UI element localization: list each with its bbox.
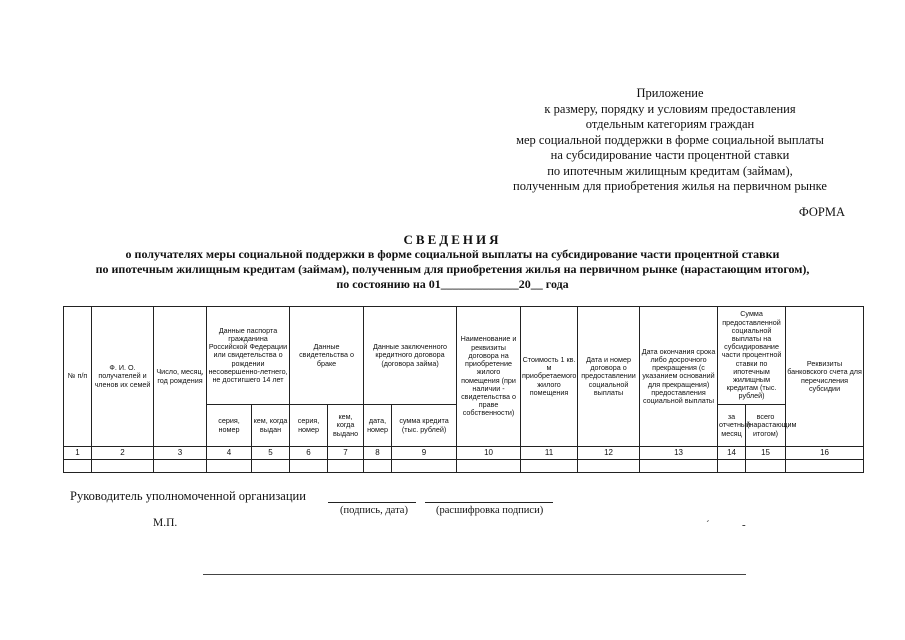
column-number: 13 [640, 447, 718, 460]
stamp-label: М.П. [153, 517, 178, 529]
scan-bottom-line [203, 574, 746, 575]
header-housing: Наименование и реквизиты договора на приобретение жилого помещения (при наличии - свидетельства о праве собственности) [457, 307, 521, 447]
subheader-series: серия, номер [207, 405, 252, 447]
table-cell[interactable] [92, 460, 154, 473]
subheader-issued: кем, когда выдан [252, 405, 290, 447]
table-cell[interactable] [392, 460, 457, 473]
table-cell[interactable] [457, 460, 521, 473]
subheader-total: всего (нарастающим итогом) [746, 405, 786, 447]
header-sum: Сумма предоставленной социальной выплаты на субсидирование части процентной ставки по ипотечным жилищным кредитам (тыс. рублей) [718, 307, 786, 405]
table-cell[interactable] [252, 460, 290, 473]
signature-caption: (подпись, дата) [340, 505, 408, 516]
signature-line[interactable] [328, 502, 416, 503]
table-cell[interactable] [718, 460, 746, 473]
table-cell[interactable] [786, 460, 864, 473]
decode-line[interactable] [425, 502, 553, 503]
form-label: ФОРМА [798, 205, 845, 219]
appendix-line: к размеру, порядку и условиям предоставления [544, 101, 796, 116]
column-number: 9 [392, 447, 457, 460]
column-number: 8 [364, 447, 392, 460]
appendix-line: отдельным категориям граждан [585, 117, 755, 131]
header-end-date: Дата окончания срока либо досрочного прекращения (с указанием оснований для прекращения) предоставления социальной выплаты [640, 307, 718, 447]
subheader-loan-sum: сумма кредита (тыс. рублей) [392, 405, 457, 447]
header-fio: Ф. И. О. получателей и членов их семей [92, 307, 154, 447]
document-title: СВЕДЕНИЯ [403, 232, 502, 247]
column-number: 12 [578, 447, 640, 460]
column-numbers-row [64, 447, 864, 460]
appendix-line: на субсидирование части процентной ставки [550, 148, 790, 162]
signature-label: Руководитель уполномоченной организации [70, 489, 306, 503]
header-cost: Стоимость 1 кв. м приобретаемого жилого помещения [521, 307, 578, 447]
column-number: 1 [64, 447, 92, 460]
header-dob: Число, месяц, год рождения [154, 307, 207, 447]
column-number: 15 [746, 447, 786, 460]
table-cell[interactable] [328, 460, 364, 473]
header-row [64, 307, 864, 405]
table-cell[interactable] [578, 460, 640, 473]
subheader-issued: кем, когда выдано [328, 405, 364, 447]
header-bank: Реквизиты банковского счета для перечисления субсидии [786, 307, 864, 447]
header-loan: Данные заключенного кредитного договора (договора займа) [364, 307, 457, 405]
document-subtitle [40, 247, 865, 292]
column-number: 7 [328, 447, 364, 460]
header-date-num: Дата и номер договора о предоставлении социальной выплаты [578, 307, 640, 447]
appendix-line: полученным для приобретения жилья на первичном рынке [513, 179, 827, 193]
column-number: 6 [290, 447, 328, 460]
subtitle-line: о получателях меры социальной поддержки в форме социальной выплаты на субсидирование части процентной ставки [125, 247, 780, 261]
empty-data-row [64, 460, 864, 473]
column-number: 11 [521, 447, 578, 460]
subtitle-line: по ипотечным жилищным кредитам (займам), полученным для приобретения жилья на первичном рынке (нарастающим итогом), [95, 262, 810, 276]
column-number: 16 [786, 447, 864, 460]
table-cell[interactable] [207, 460, 252, 473]
table-cell[interactable] [746, 460, 786, 473]
appendix-line: по ипотечным жилищным кредитам (займам), [547, 163, 793, 178]
column-number: 2 [92, 447, 154, 460]
column-number: 10 [457, 447, 521, 460]
table-cell[interactable] [364, 460, 392, 473]
column-number: 4 [207, 447, 252, 460]
scan-mark: - [742, 519, 746, 531]
subheader-month: за отчетный месяц [718, 405, 746, 447]
table-cell[interactable] [154, 460, 207, 473]
column-number: 5 [252, 447, 290, 460]
header-num: № п/п [64, 307, 92, 447]
table-cell[interactable] [64, 460, 92, 473]
table-cell[interactable] [521, 460, 578, 473]
table-cell[interactable] [290, 460, 328, 473]
subheader-date: дата, номер [364, 405, 392, 447]
appendix-line: Приложение [636, 86, 704, 100]
subheader-series: серия, номер [290, 405, 328, 447]
decode-caption: (расшифровка подписи) [436, 505, 544, 516]
header-passport: Данные паспорта гражданина Российской Федерации или свидетельства о рождении несовершенно-летнего, не достигшего 14 лет [207, 307, 290, 405]
subtitle-line: по состоянию на 01_____________20__ года [336, 277, 569, 291]
column-number: 14 [718, 447, 746, 460]
column-number: 3 [154, 447, 207, 460]
scan-mark: ´ [706, 519, 710, 531]
recipients-table [63, 306, 864, 473]
table-cell[interactable] [640, 460, 718, 473]
appendix-line: мер социальной поддержки в форме социальной выплаты [516, 132, 824, 147]
appendix-block [470, 86, 870, 195]
header-marriage: Данные свидетельства о браке [290, 307, 364, 405]
